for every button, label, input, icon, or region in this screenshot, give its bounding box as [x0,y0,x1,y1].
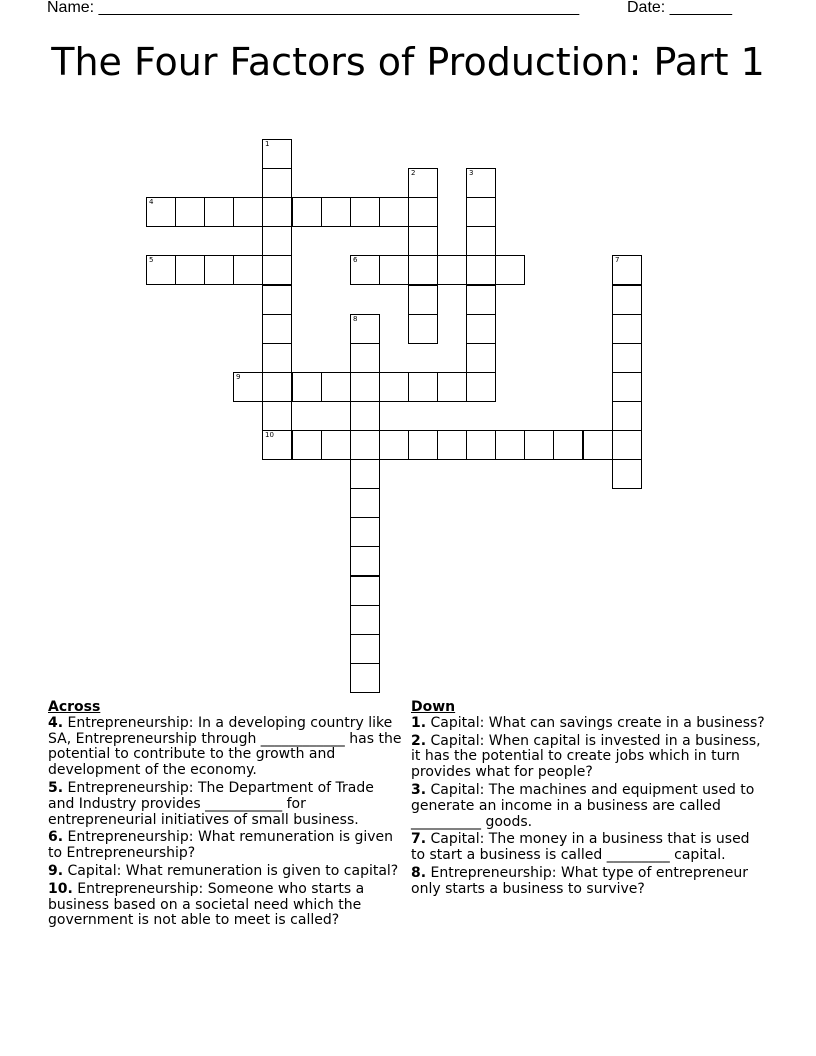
clue-text: Entrepreneurship: In a developing country like SA, Entrepreneurship through ____________ has the potential to contribute to the growth and development of the economy. [48,714,402,779]
cell-number: 4 [149,198,154,206]
grid-cell[interactable] [612,343,642,373]
clue-text: Capital: When capital is invested in a business, it has the potential to create jobs which in turn provides what for people? [411,732,761,781]
clue-text: Capital: The machines and equipment used to generate an income in a business are called __________ goods. [411,781,755,830]
grid-cell[interactable] [350,343,380,373]
clue-text: Capital: What remuneration is given to capital? [63,862,399,879]
grid-cell[interactable] [350,517,380,547]
grid-cell[interactable] [175,197,205,227]
grid-cell[interactable] [612,430,642,460]
grid-cell[interactable] [466,255,496,285]
down-clue-list [411,716,766,898]
grid-cell[interactable] [146,255,176,285]
grid-cell[interactable] [379,430,409,460]
clue-number: 7. [411,831,427,848]
cell-number: 2 [411,169,416,177]
clue-text: Entrepreneurship: Someone who starts a business based on a societal need which the government is not able to meet is called? [48,880,365,929]
grid-cell[interactable] [233,372,263,402]
cell-number: 8 [353,315,358,323]
grid-cell[interactable] [350,663,380,693]
grid-cell[interactable] [262,314,292,344]
grid-cell[interactable] [466,372,496,402]
grid-cell[interactable] [466,226,496,256]
grid-cell[interactable] [350,576,380,606]
grid-cell[interactable] [379,372,409,402]
cell-number: 1 [265,140,270,148]
grid-cell[interactable] [408,372,438,402]
grid-cell[interactable] [350,459,380,489]
grid-cell[interactable] [466,197,496,227]
grid-cell[interactable] [292,372,322,402]
grid-cell[interactable] [408,226,438,256]
across-clue [48,882,403,929]
grid-cell[interactable] [408,285,438,315]
grid-cell[interactable] [612,459,642,489]
grid-cell[interactable] [204,255,234,285]
grid-cell[interactable] [495,255,525,285]
cell-number: 6 [353,256,358,264]
grid-cell[interactable] [524,430,554,460]
grid-cell[interactable] [146,197,176,227]
grid-cell[interactable] [350,546,380,576]
clue-text: Capital: The money in a business that is used to start a business is called _________ capital. [411,831,750,864]
across-clue [48,864,403,880]
grid-cell[interactable] [466,430,496,460]
grid-cell[interactable] [321,197,351,227]
grid-cell[interactable] [350,401,380,431]
grid-cell[interactable] [466,285,496,315]
grid-cell[interactable] [262,168,292,198]
grid-cell[interactable] [321,430,351,460]
across-clue-list [48,716,403,929]
grid-cell[interactable] [262,285,292,315]
across-clue [48,830,403,862]
grid-cell[interactable] [175,255,205,285]
grid-cell[interactable] [379,255,409,285]
grid-cell[interactable] [612,401,642,431]
grid-cell[interactable] [612,314,642,344]
down-clue [411,716,766,732]
down-clue [411,783,766,830]
down-clues [411,700,766,900]
grid-cell[interactable] [350,430,380,460]
grid-cell[interactable] [466,168,496,198]
down-clue [411,734,766,781]
down-heading: Down [411,699,456,715]
clue-number: 10. [48,880,73,897]
clue-text: Entrepreneurship: What type of entrepreneur only starts a business to survive? [411,864,748,897]
cell-number: 9 [236,373,241,381]
grid-cell[interactable] [553,430,583,460]
grid-cell[interactable] [262,401,292,431]
grid-cell[interactable] [350,197,380,227]
grid-cell[interactable] [321,372,351,402]
grid-cell[interactable] [612,372,642,402]
clue-number: 5. [48,779,64,796]
grid-cell[interactable] [292,197,322,227]
grid-cell[interactable] [466,343,496,373]
cell-number: 10 [265,431,274,439]
across-heading: Across [48,699,101,715]
grid-cell[interactable] [262,372,292,402]
grid-cell[interactable] [350,372,380,402]
grid-cell[interactable] [612,285,642,315]
grid-cell[interactable] [262,226,292,256]
grid-cell[interactable] [350,488,380,518]
grid-cell[interactable] [233,197,263,227]
clue-number: 8. [411,864,427,881]
grid-cell[interactable] [408,197,438,227]
grid-cell[interactable] [262,255,292,285]
clue-text: Entrepreneurship: The Department of Trade and Industry provides ___________ for entrepreneurial initiatives of small business. [48,779,374,828]
clue-number: 9. [48,862,64,879]
grid-cell[interactable] [612,255,642,285]
grid-cell[interactable] [262,430,292,460]
page-title: The Four Factors of Production: Part 1 [51,40,765,84]
clue-text: Entrepreneurship: What remuneration is given to Entrepreneurship? [48,829,394,862]
grid-cell[interactable] [350,605,380,635]
across-clue [48,781,403,828]
across-clues [48,700,403,931]
date-field[interactable]: Date: _______ [627,0,732,16]
grid-cell[interactable] [408,255,438,285]
across-clue [48,716,403,779]
clue-number: 3. [411,781,427,798]
cell-number: 3 [469,169,474,177]
grid-cell[interactable] [495,430,525,460]
grid-cell[interactable] [408,314,438,344]
grid-cell[interactable] [583,430,613,460]
grid-cell[interactable] [379,197,409,227]
cell-number: 5 [149,256,154,264]
down-clue [411,832,766,864]
clue-number: 1. [411,714,427,731]
grid-cell[interactable] [292,430,322,460]
grid-cell[interactable] [350,314,380,344]
name-field[interactable]: Name: ______________________________________________________ [47,0,580,16]
grid-cell[interactable] [408,168,438,198]
down-clue [411,866,766,898]
grid-cell[interactable] [262,343,292,373]
clue-number: 2. [411,732,427,749]
grid-cell[interactable] [466,314,496,344]
clue-number: 6. [48,829,64,846]
clue-number: 4. [48,714,64,731]
grid-cell[interactable] [233,255,263,285]
cell-number: 7 [615,256,620,264]
grid-cell[interactable] [350,255,380,285]
grid-cell[interactable] [262,139,292,169]
grid-cell[interactable] [262,197,292,227]
grid-cell[interactable] [350,634,380,664]
grid-cell[interactable] [204,197,234,227]
header [0,0,816,20]
grid-cell[interactable] [437,372,467,402]
clue-text: Capital: What can savings create in a business? [426,714,765,731]
grid-cell[interactable] [408,430,438,460]
grid-cell[interactable] [437,255,467,285]
grid-cell[interactable] [437,430,467,460]
